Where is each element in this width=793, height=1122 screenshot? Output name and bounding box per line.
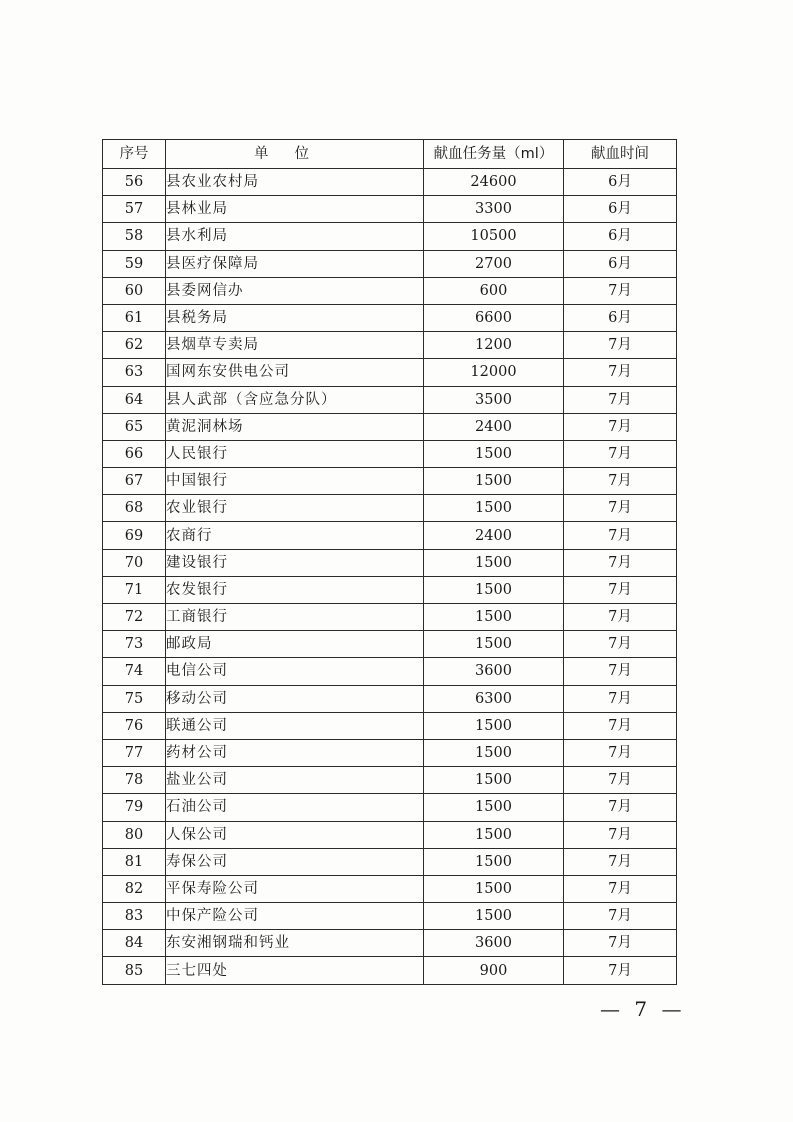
table-row xyxy=(103,821,677,848)
cell-donation-time: 7月 xyxy=(564,631,677,658)
table-row xyxy=(103,631,677,658)
table-row xyxy=(103,468,677,495)
cell-unit-name: 农商行 xyxy=(166,522,424,549)
cell-unit-name: 中国银行 xyxy=(166,468,424,495)
cell-serial-number: 57 xyxy=(103,196,166,223)
cell-serial-number: 76 xyxy=(103,712,166,739)
cell-unit-name: 药材公司 xyxy=(166,739,424,766)
cell-donation-amount: 1500 xyxy=(424,848,564,875)
cell-unit-name: 建设银行 xyxy=(166,549,424,576)
cell-serial-number: 73 xyxy=(103,631,166,658)
table-row xyxy=(103,903,677,930)
cell-donation-amount: 10500 xyxy=(424,223,564,250)
cell-donation-time: 7月 xyxy=(564,767,677,794)
cell-serial-number: 79 xyxy=(103,794,166,821)
cell-donation-time: 7月 xyxy=(564,821,677,848)
table-row xyxy=(103,604,677,631)
cell-donation-time: 7月 xyxy=(564,739,677,766)
table-row xyxy=(103,277,677,304)
cell-serial-number: 60 xyxy=(103,277,166,304)
cell-unit-name: 县委网信办 xyxy=(166,277,424,304)
cell-donation-time: 7月 xyxy=(564,848,677,875)
cell-serial-number: 77 xyxy=(103,739,166,766)
cell-donation-amount: 1500 xyxy=(424,604,564,631)
cell-serial-number: 56 xyxy=(103,169,166,196)
cell-donation-time: 7月 xyxy=(564,522,677,549)
cell-unit-name: 人民银行 xyxy=(166,440,424,467)
cell-serial-number: 80 xyxy=(103,821,166,848)
cell-donation-amount: 1500 xyxy=(424,549,564,576)
cell-serial-number: 68 xyxy=(103,495,166,522)
cell-serial-number: 74 xyxy=(103,658,166,685)
cell-donation-amount: 3500 xyxy=(424,386,564,413)
cell-unit-name: 联通公司 xyxy=(166,712,424,739)
cell-donation-amount: 1500 xyxy=(424,903,564,930)
cell-serial-number: 58 xyxy=(103,223,166,250)
cell-unit-name: 县农业农村局 xyxy=(166,169,424,196)
cell-unit-name: 三七四处 xyxy=(166,957,424,984)
cell-donation-time: 6月 xyxy=(564,304,677,331)
cell-serial-number: 78 xyxy=(103,767,166,794)
cell-donation-amount: 1500 xyxy=(424,495,564,522)
cell-donation-time: 7月 xyxy=(564,495,677,522)
cell-serial-number: 61 xyxy=(103,304,166,331)
cell-donation-time: 7月 xyxy=(564,685,677,712)
table-row xyxy=(103,332,677,359)
header-donation-time: 献血时间 xyxy=(564,140,677,169)
table-row xyxy=(103,712,677,739)
table-row xyxy=(103,196,677,223)
cell-unit-name: 平保寿险公司 xyxy=(166,875,424,902)
cell-donation-time: 6月 xyxy=(564,169,677,196)
blood-donation-table xyxy=(102,139,677,985)
cell-donation-amount: 3300 xyxy=(424,196,564,223)
cell-donation-time: 6月 xyxy=(564,250,677,277)
cell-donation-amount: 12000 xyxy=(424,359,564,386)
table-row xyxy=(103,875,677,902)
table-row xyxy=(103,739,677,766)
table-row xyxy=(103,386,677,413)
table-row xyxy=(103,495,677,522)
table-row xyxy=(103,522,677,549)
cell-unit-name: 县人武部（含应急分队） xyxy=(166,386,424,413)
cell-donation-amount: 1500 xyxy=(424,875,564,902)
cell-donation-amount: 2700 xyxy=(424,250,564,277)
table-row xyxy=(103,957,677,984)
table-row xyxy=(103,930,677,957)
cell-serial-number: 71 xyxy=(103,576,166,603)
cell-serial-number: 59 xyxy=(103,250,166,277)
cell-donation-amount: 1200 xyxy=(424,332,564,359)
cell-donation-amount: 24600 xyxy=(424,169,564,196)
cell-serial-number: 69 xyxy=(103,522,166,549)
cell-donation-time: 7月 xyxy=(564,549,677,576)
cell-serial-number: 70 xyxy=(103,549,166,576)
cell-serial-number: 81 xyxy=(103,848,166,875)
cell-serial-number: 72 xyxy=(103,604,166,631)
cell-donation-time: 7月 xyxy=(564,658,677,685)
cell-unit-name: 黄泥洞林场 xyxy=(166,413,424,440)
cell-donation-amount: 2400 xyxy=(424,522,564,549)
table-row xyxy=(103,359,677,386)
cell-unit-name: 县烟草专卖局 xyxy=(166,332,424,359)
cell-donation-time: 7月 xyxy=(564,468,677,495)
table-row xyxy=(103,250,677,277)
cell-donation-amount: 600 xyxy=(424,277,564,304)
cell-unit-name: 电信公司 xyxy=(166,658,424,685)
table-row xyxy=(103,413,677,440)
cell-serial-number: 85 xyxy=(103,957,166,984)
table-row xyxy=(103,794,677,821)
cell-serial-number: 83 xyxy=(103,903,166,930)
cell-unit-name: 农业银行 xyxy=(166,495,424,522)
cell-donation-time: 7月 xyxy=(564,440,677,467)
cell-donation-time: 7月 xyxy=(564,386,677,413)
cell-unit-name: 寿保公司 xyxy=(166,848,424,875)
cell-unit-name: 县税务局 xyxy=(166,304,424,331)
table-body xyxy=(103,169,677,985)
header-serial-number: 序号 xyxy=(103,140,166,169)
table-row xyxy=(103,440,677,467)
cell-donation-amount: 1500 xyxy=(424,821,564,848)
cell-donation-time: 7月 xyxy=(564,413,677,440)
cell-donation-amount: 1500 xyxy=(424,468,564,495)
cell-donation-time: 7月 xyxy=(564,875,677,902)
header-donation-amount: 献血任务量（ml） xyxy=(424,140,564,169)
cell-donation-amount: 2400 xyxy=(424,413,564,440)
table-row xyxy=(103,304,677,331)
table-row xyxy=(103,223,677,250)
cell-donation-amount: 1500 xyxy=(424,794,564,821)
cell-donation-time: 7月 xyxy=(564,903,677,930)
cell-serial-number: 66 xyxy=(103,440,166,467)
cell-donation-amount: 1500 xyxy=(424,712,564,739)
cell-donation-time: 7月 xyxy=(564,712,677,739)
cell-donation-time: 7月 xyxy=(564,332,677,359)
cell-unit-name: 工商银行 xyxy=(166,604,424,631)
cell-unit-name: 农发银行 xyxy=(166,576,424,603)
cell-serial-number: 84 xyxy=(103,930,166,957)
cell-donation-time: 6月 xyxy=(564,196,677,223)
cell-unit-name: 东安湘钢瑞和钙业 xyxy=(166,930,424,957)
page-number: — 7 — xyxy=(600,997,686,1021)
cell-serial-number: 64 xyxy=(103,386,166,413)
table-header-row xyxy=(103,140,677,169)
cell-donation-amount: 900 xyxy=(424,957,564,984)
cell-donation-amount: 3600 xyxy=(424,930,564,957)
cell-donation-amount: 1500 xyxy=(424,767,564,794)
cell-unit-name: 盐业公司 xyxy=(166,767,424,794)
cell-serial-number: 65 xyxy=(103,413,166,440)
cell-donation-amount: 3600 xyxy=(424,658,564,685)
cell-unit-name: 县林业局 xyxy=(166,196,424,223)
cell-unit-name: 中保产险公司 xyxy=(166,903,424,930)
cell-donation-time: 7月 xyxy=(564,359,677,386)
cell-donation-time: 7月 xyxy=(564,576,677,603)
table-row xyxy=(103,685,677,712)
cell-donation-amount: 6300 xyxy=(424,685,564,712)
cell-donation-amount: 1500 xyxy=(424,576,564,603)
cell-donation-amount: 1500 xyxy=(424,631,564,658)
table-row xyxy=(103,576,677,603)
cell-serial-number: 82 xyxy=(103,875,166,902)
cell-donation-time: 7月 xyxy=(564,957,677,984)
cell-serial-number: 75 xyxy=(103,685,166,712)
cell-unit-name: 移动公司 xyxy=(166,685,424,712)
header-unit: 单位 xyxy=(166,140,424,169)
cell-serial-number: 62 xyxy=(103,332,166,359)
cell-donation-amount: 1500 xyxy=(424,440,564,467)
cell-donation-time: 7月 xyxy=(564,277,677,304)
cell-unit-name: 县水利局 xyxy=(166,223,424,250)
cell-unit-name: 邮政局 xyxy=(166,631,424,658)
table-row xyxy=(103,169,677,196)
cell-donation-time: 7月 xyxy=(564,930,677,957)
cell-donation-time: 7月 xyxy=(564,604,677,631)
table-row xyxy=(103,767,677,794)
cell-donation-amount: 1500 xyxy=(424,739,564,766)
cell-donation-amount: 6600 xyxy=(424,304,564,331)
cell-serial-number: 67 xyxy=(103,468,166,495)
table-row xyxy=(103,848,677,875)
table-row xyxy=(103,658,677,685)
cell-donation-time: 7月 xyxy=(564,794,677,821)
cell-unit-name: 人保公司 xyxy=(166,821,424,848)
cell-unit-name: 石油公司 xyxy=(166,794,424,821)
cell-unit-name: 国网东安供电公司 xyxy=(166,359,424,386)
cell-unit-name: 县医疗保障局 xyxy=(166,250,424,277)
cell-serial-number: 63 xyxy=(103,359,166,386)
cell-donation-time: 6月 xyxy=(564,223,677,250)
table-row xyxy=(103,549,677,576)
